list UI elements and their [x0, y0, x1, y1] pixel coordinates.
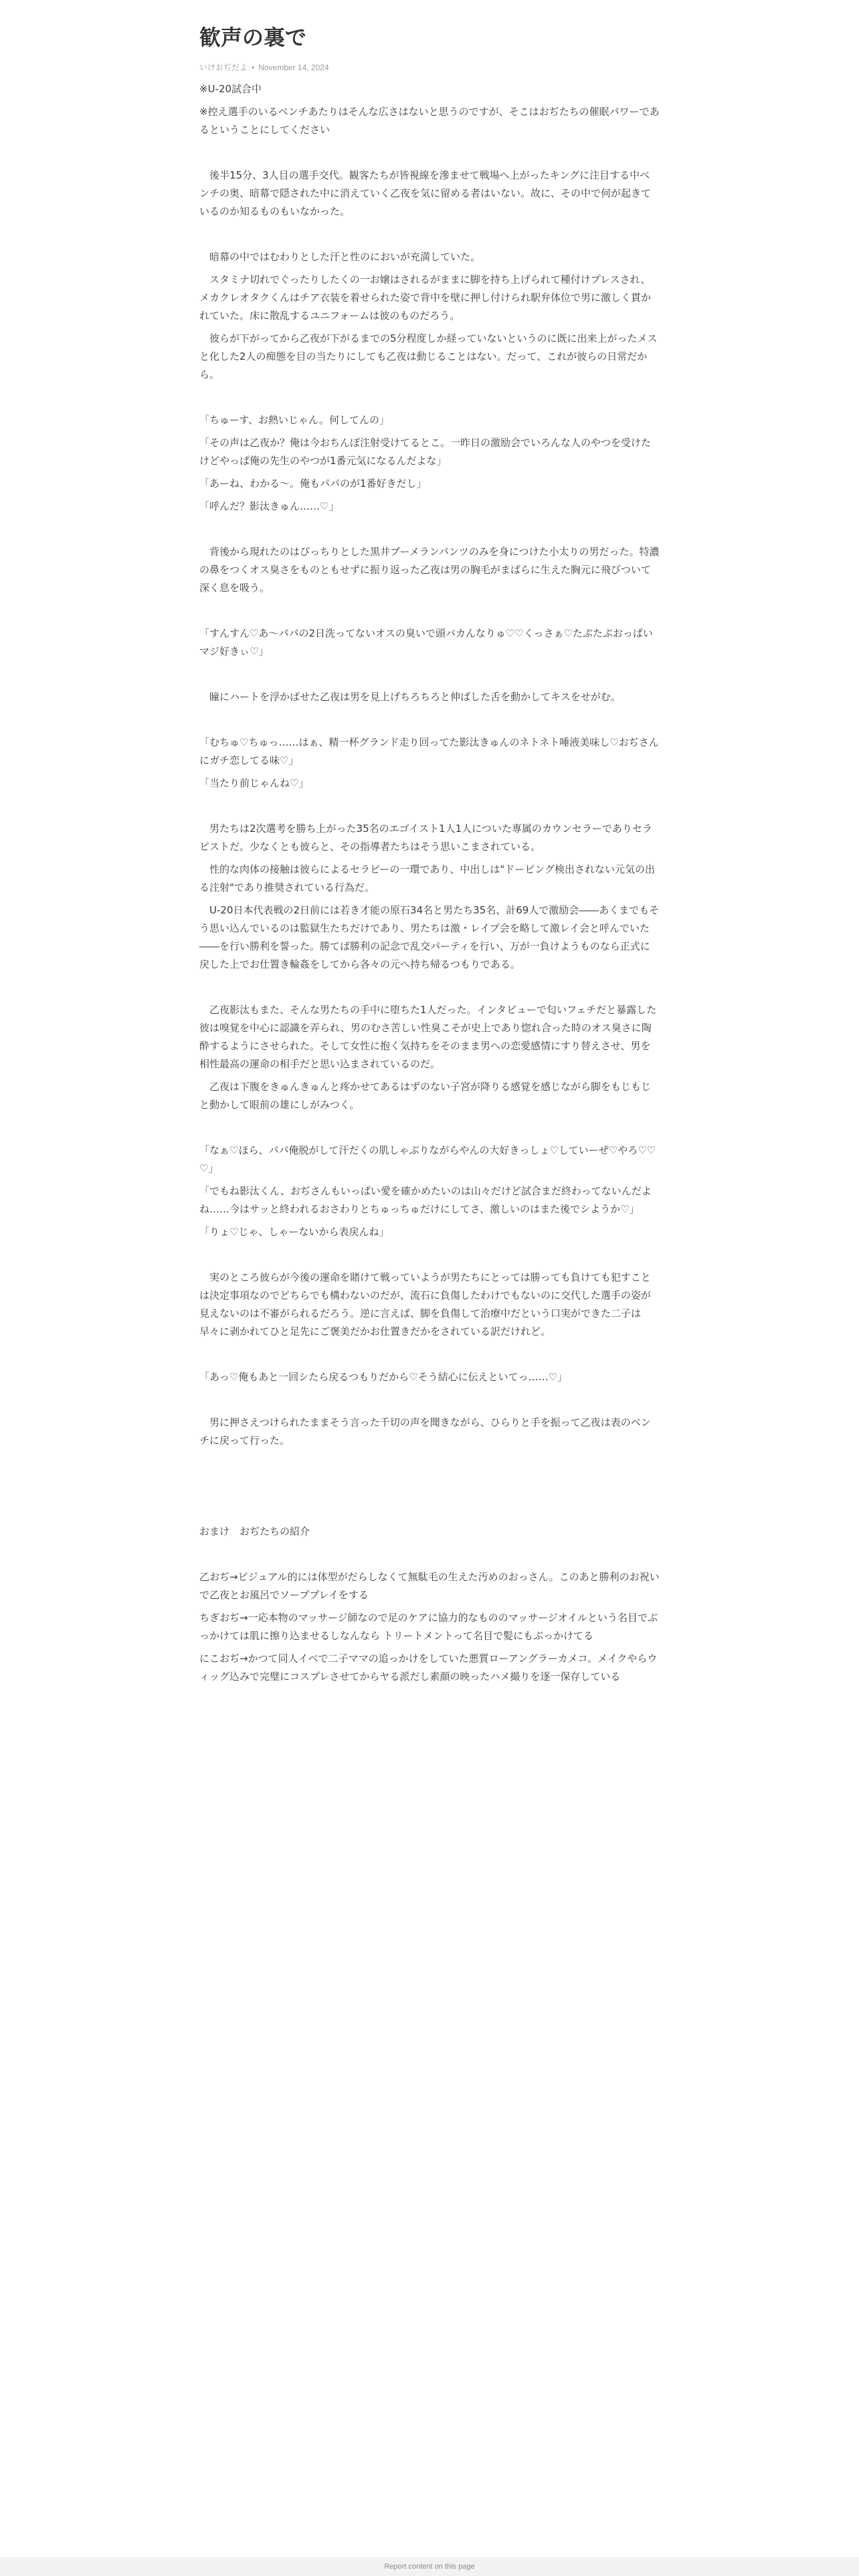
blank-line [199, 1545, 660, 1564]
footer-bar [0, 2557, 859, 2576]
article-meta [199, 62, 660, 74]
paragraph: 「すんすん♡あ〜パパの2日洗ってないオスの臭いで頭バカんなりゅ♡♡くっさぁ♡たぷたぷおっぱいマジ好きぃ♡」 [199, 627, 653, 657]
paragraph: 「あっ♡俺もあと一回シたら戻るつもりだから♡そう結心に伝えといてっ……♡」 [199, 1371, 568, 1383]
report-content-link[interactable]: Report content on this page [384, 2563, 475, 2571]
paragraph: 暗幕の中ではむわりとした汗と性のにおいが充満していた。 [199, 251, 481, 263]
author-name[interactable]: いけおぢだよ [199, 63, 248, 72]
paragraph: 男に押さえつけられたままそう言った千切の声を聞きながら、ひらりと手を振って乙夜は表のベンチに戻って行った。 [199, 1416, 651, 1446]
paragraph: 「その声は乙夜か？俺は今おちんぽ注射受けてるとこ。一昨日の激励会でいろんな人のやつを受けたけどやっぱ俺の先生のやつが1番元気になるんだよな」 [199, 437, 652, 467]
publish-date: November 14, 2024 [258, 63, 329, 72]
paragraph: U-20日本代表戦の2日前には若き才能の原石34名と男たち35名、計69人で激励会――あくまでもそう思い込んでいるのは監獄生たちだけであり、男たちは激・レイプ会を略して激レイ会と呼んでいた――を行い勝利を誓った。勝てば勝利の記念で乱交パーティを行い、万が一負けようものなら正式に戻した上でお仕置き輪姦をしてから各々の元へ持ち帰るつもりである。 [199, 904, 660, 970]
blank-line [199, 1477, 660, 1495]
paragraph: 「なぁ♡ほら、パパ俺脱がして汗だくの肌しゃぶりながらやんの大好きっしょ♡していーぜ♡やろ♡♡♡」 [199, 1144, 656, 1174]
paragraph: にこおぢ→かつて同人イベで二子ママの追っかけをしていた悪質ローアングラーカメコ。メイクやらウィッグ込みで完璧にコスプレさせてからヤる派だし素顔の映ったハメ撮りを逐一保存している [199, 1652, 658, 1683]
blank-line [199, 225, 660, 243]
paragraph: スタミナ切れでぐったりしたくの一お嬢はされるがままに脚を持ち上げられて種付けプレスされ、メカクレオタクくんはチア衣装を着せられた姿で背中を壁に押し付けられ駅弁体位で男に激しく貫かれていた。床に散乱するユニフォームは彼のものだろう。 [199, 274, 652, 322]
blank-line [199, 1346, 660, 1364]
blank-line [199, 1455, 660, 1473]
paragraph: 背後から現れたのはぴっちりとした黒井ブーメランパンツのみを身につけた小太りの男だった。特濃の鼻をつくオス臭さをものともせずに振り返った乙夜は男の胸毛がまばらに生えた胸元に飛びついて深く息を吸う。 [199, 546, 660, 594]
blank-line [199, 797, 660, 815]
paragraph: 後半15分、3人目の選手交代。観客たちが皆視線を滲ませて戦場へ上がったキングに注目する中ベンチの奥、暗幕で隠された中に消えていく乙夜を気に留める者はいない。故に、その中で何が起きているのか知るものもいなかった。 [199, 169, 652, 217]
blank-line [199, 1500, 660, 1518]
blank-line [199, 520, 660, 538]
paragraph: 性的な肉体の接触は彼らによるセラピーの一環であり、中出しは"ドーピング検出されない元気の出る注射"であり推奨されている行為だ。 [199, 863, 656, 893]
blank-line [199, 711, 660, 729]
paragraph: おまけ おぢたちの紹介 [199, 1525, 310, 1537]
paragraph: ※U-20試合中 [199, 83, 262, 95]
paragraph: 瞳にハートを浮かばせた乙夜は男を見上げちろちろと伸ばした舌を動かしてキスをせがむ。 [199, 691, 621, 703]
paragraph: 乙夜は下腹をきゅんきゅんと疼かせてあるはずのない子宮が降りる感覚を感じながら脚をもじもじと動かして眼前の雄にしがみつく。 [199, 1081, 652, 1111]
meta-separator: • [252, 63, 255, 72]
article-body [199, 80, 660, 1686]
blank-line [199, 602, 660, 620]
blank-line [199, 1119, 660, 1137]
paragraph: 「呼んだ？影汰きゅん……♡」 [199, 500, 339, 512]
paragraph: 実のところ彼らが今後の運命を賭けて戦っていようが男たちにとっては勝っても負けても犯すことは決定事項なのでどちらでも構わないのだが、流石に負傷したわけでもないのに交代した選手の姿が見えないのは不審がられるだろう。逆に言えば、脚を負傷して治療中だという口実ができた二子は早々に剥かれてひと足先にご褒美だかお仕置きだかをされている訳だけれど。 [199, 1271, 651, 1337]
blank-line [199, 144, 660, 162]
paragraph: 「ちゅーす、お熱いじゃん。何してんの」 [199, 414, 389, 426]
paragraph: 「でもね影汰くん、おぢさんもいっぱい愛を確かめたいのは山々だけど試合まだ終わってないんだよね……今はサッと終われるおさわりとちゅっちゅだけにしてさ、激しいのはまた後でシようか♡」 [199, 1185, 652, 1215]
paragraph: 「あーね、わかる〜。俺もパパのが1番好きだし」 [199, 477, 427, 490]
blank-line [199, 389, 660, 407]
blank-line [199, 665, 660, 683]
paragraph: 乙夜影汰もまた、そんな男たちの手中に堕ちた1人だった。インタビューで匂いフェチだと暴露した彼は嗅覚を中心に認識を弄られ、男のむさ苦しい性臭こそが史上であり惚れ合った時のオス臭さに陶酔するようにさせられた。そして女性に抱く気持ちをそのまま男への恋愛感情にすり替えさせ、男を相性最高の運命の相手だと思い込まされているのだ。 [199, 1004, 657, 1070]
article-title: 歓声の裏で [199, 25, 307, 50]
paragraph: 「りょ♡じゃ、しゃーないから表戻んね」 [199, 1226, 389, 1238]
paragraph: 乙おぢ→ビジュアル的には体型がだらしなくて無駄毛の生えた汚めのおっさん。このあと勝利のお祝いで乙夜とお風呂でソーププレイをする [199, 1571, 660, 1601]
article [199, 20, 660, 1691]
paragraph: ※控え選手のいるベンチあたりはそんな広さはないと思うのですが、そこはおぢたちの催眠パワーであるということにしてください [199, 106, 660, 136]
paragraph: 「むちゅ♡ちゅっ……はぁ、精一杯グランド走り回ってた影汰きゅんのネトネト唾液美味し♡おぢさんにガチ恋してる味♡」 [199, 736, 659, 766]
blank-line [199, 1391, 660, 1409]
blank-line [199, 1246, 660, 1264]
paragraph: 彼らが下がってから乙夜が下がるまでの5分程度しか経っていないというのに既に出来上がったメスと化した2人の痴態を目の当たりにしても乙夜は動じることはない。だって、これが彼らの日常だから。 [199, 332, 658, 381]
paragraph: 男たちは2次選考を勝ち上がった35名のエゴイスト1人1人についた専属のカウンセラーでありセラピストだ。少なくとも彼らと、その指導者たちはそう思いこまされている。 [199, 823, 652, 853]
paragraph: ちぎおぢ→一応本物のマッサージ師なので足のケアに協力的なもののマッサージオイルという名目でぶっかけては肌に擦り込ませるしなんなら トリートメントって名目で髪にもぶっかけてる [199, 1612, 658, 1642]
paragraph: 「当たり前じゃんね♡」 [199, 777, 309, 789]
blank-line [199, 978, 660, 996]
